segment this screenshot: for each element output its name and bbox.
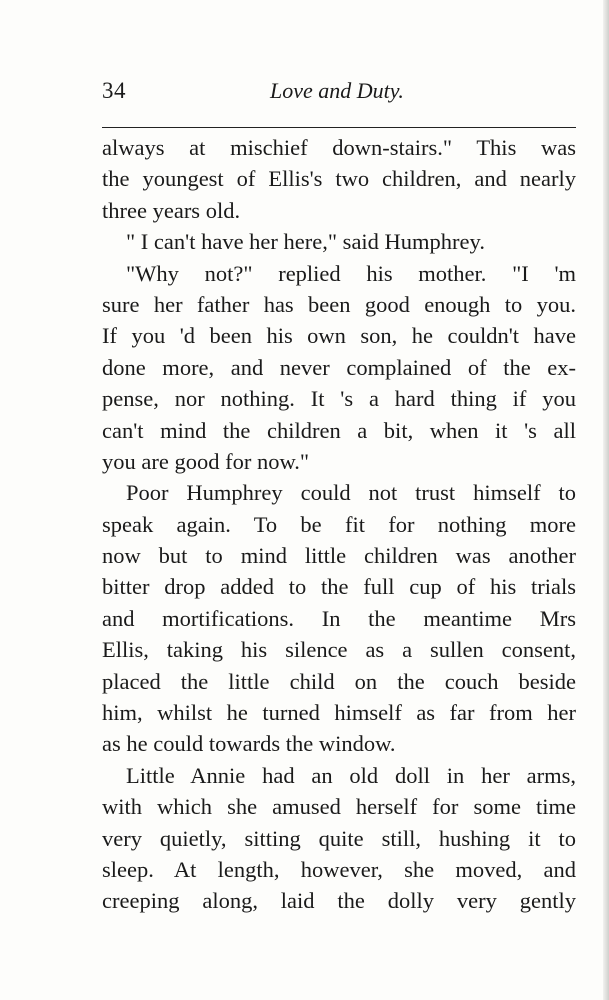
text-line: Little Annie had an old doll in her arms, [126,762,576,788]
text-line: " I can't have her here," said Humphrey. [126,229,485,255]
text-line: If you 'd been his own son, he couldn't have [102,323,576,349]
text-line: very quietly, sitting quite still, hushing it to [102,825,576,851]
running-title: Love and Duty. [270,78,404,103]
text-line: Ellis, taking his silence as a sullen consent, [102,637,576,663]
text-line: sure her father has been good enough to you. [102,291,576,317]
text-line: pense, nor nothing. It 's a hard thing if you [102,386,576,412]
page-edge-shadow [603,0,609,1000]
text-line: done more, and never complained of the ex- [102,354,576,380]
text-line: "Why not?" replied his mother. "I 'm [126,260,576,286]
page-header [102,78,576,110]
text-line: bitter drop added to the full cup of his trials [102,574,576,600]
text-line: you are good for now." [102,448,310,474]
header-rule [102,127,576,128]
text-line: three years old. [102,197,241,223]
text-line: placed the little child on the couch beside [102,668,576,694]
text-line: creeping along, laid the dolly very gently [102,888,576,914]
body-text [102,132,576,917]
text-line: with which she amused herself for some time [102,794,576,820]
text-line: and mortifications. In the meantime Mrs [102,605,576,631]
text-line: always at mischief down-stairs." This was [102,135,576,160]
page-number: 34 [102,78,126,103]
text-line: as he could towards the window. [102,731,396,757]
text-line: the youngest of Ellis's two children, and nearly [102,166,576,192]
text-line: sleep. At length, however, she moved, and [102,856,576,882]
text-line: him, whilst he turned himself as far from her [102,700,576,726]
text-line: now but to mind little children was another [102,543,576,569]
text-line: speak again. To be fit for nothing more [102,511,576,537]
text-line: Poor Humphrey could not trust himself to [126,480,576,506]
text-line: can't mind the children a bit, when it 's all [102,417,576,443]
